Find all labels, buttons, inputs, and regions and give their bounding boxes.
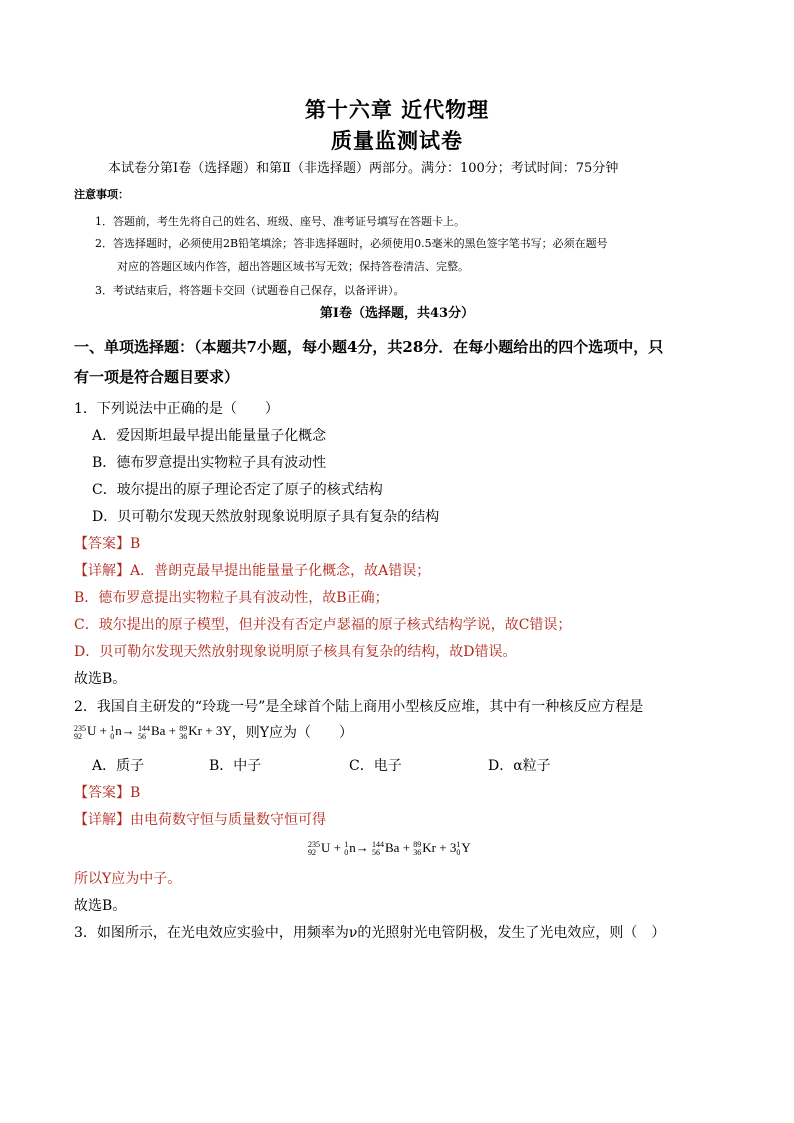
section-1-heading: 一、单项选择题：（本题共7小题，每小题4分，共28分．在每小题给出的四个选项中，只	[74, 338, 664, 356]
q2-result: 所以Y应为中子。	[74, 871, 182, 887]
q1-option-a: A．爱因斯坦最早提出能量量子化概念	[92, 428, 327, 444]
y-isotope-numbers: 1 0	[456, 840, 461, 858]
q2-equation-line	[74, 722, 353, 742]
notes-heading: 注意事项：	[74, 188, 129, 201]
q2-option-d: D．α粒子	[488, 758, 551, 774]
note-item-1: 1．答题前，考生先将自己的姓名、班级、座号、准考证号填写在答题卡上。	[95, 215, 465, 228]
note-item-2: 2．答选择题时，必须使用2B铅笔填涂；答非选择题时，必须使用0.5毫米的黑色签字笔书写；必须在题号	[95, 237, 608, 250]
part-1-heading: 第Ⅰ卷（选择题，共43分）	[319, 306, 475, 321]
note-item-2-cont: 对应的答题区域内作答，超出答题区域书写无效；保持答卷清洁、完整。	[117, 260, 469, 273]
q2-answer: 【答案】B	[74, 785, 141, 801]
q2-option-b: B．中子	[209, 758, 262, 774]
q1-detail-1: 【详解】A．普朗克最早提出能量量子化概念，故A错误；	[74, 563, 431, 579]
q2-nuclear-equation: 235 92 U + 1 0 n→ 144 56 Ba + 89 36 Kr + 3Y	[74, 723, 232, 741]
section-1-heading-cont: 有一项是符合题目要求）	[74, 368, 240, 386]
q1-answer: 【答案】B	[74, 536, 141, 552]
u-isotope-numbers: 235 92	[74, 723, 86, 741]
q2-option-c: C．电子	[349, 758, 402, 774]
ba-isotope-numbers: 144 56	[137, 723, 150, 741]
q2-option-a: A．质子	[92, 758, 145, 774]
page-title: 第十六章 近代物理	[304, 98, 490, 122]
q1-detail-2: B．德布罗意提出实物粒子具有波动性，故B正确；	[74, 590, 389, 606]
q1-option-c: C．玻尔提出的原子理论否定了原子的核式结构	[92, 482, 383, 498]
q1-option-d: D．贝可勒尔发现天然放射现象说明原子具有复杂的结构	[92, 509, 440, 525]
q1-option-b: B．德布罗意提出实物粒子具有波动性	[92, 455, 327, 471]
q1-detail-3: C．玻尔提出的原子模型，但并没有否定卢瑟福的原子核式结构学说，故C错误；	[74, 617, 572, 633]
q1-detail-4: D．贝可勒尔发现天然放射现象说明原子核具有复杂的结构，故D错误。	[74, 644, 517, 660]
q3-stem: 3．如图所示，在光电效应实验中，用频率为ν的光照射光电管阴极，发生了光电效应，则（ ）	[74, 925, 666, 941]
q1-conclusion: 故选B。	[74, 671, 127, 687]
q2-conclusion: 故选B。	[74, 898, 127, 914]
n-isotope-numbers: 1 0	[110, 723, 115, 741]
q2-stem-tail: ，则Y应为（ ）	[231, 725, 353, 741]
note-item-3: 3．考试结束后，将答题卡交回（试题卷自己保存，以备评讲）。	[95, 284, 405, 297]
q2-stem: 2．我国自主研发的“玲珑一号”是全球首个陆上商用小型核反应堆，其中有一种核反应方程是	[74, 699, 644, 715]
kr-isotope-numbers: 89 36	[179, 723, 188, 741]
q2-detail: 【详解】由电荷数守恒与质量数守恒可得	[74, 812, 326, 828]
q2-solution-equation: 235 92 U + 1 0 n→ 144 56 Ba + 89 36 Kr + 3 1 0 Y	[308, 840, 471, 858]
exam-info: 本试卷分第Ⅰ卷（选择题）和第Ⅱ（非选择题）两部分。满分：100分；考试时间：75分钟	[108, 161, 619, 176]
page-subtitle: 质量监测试卷	[331, 129, 463, 153]
q1-stem: 1．下列说法中正确的是（ ）	[74, 401, 279, 417]
